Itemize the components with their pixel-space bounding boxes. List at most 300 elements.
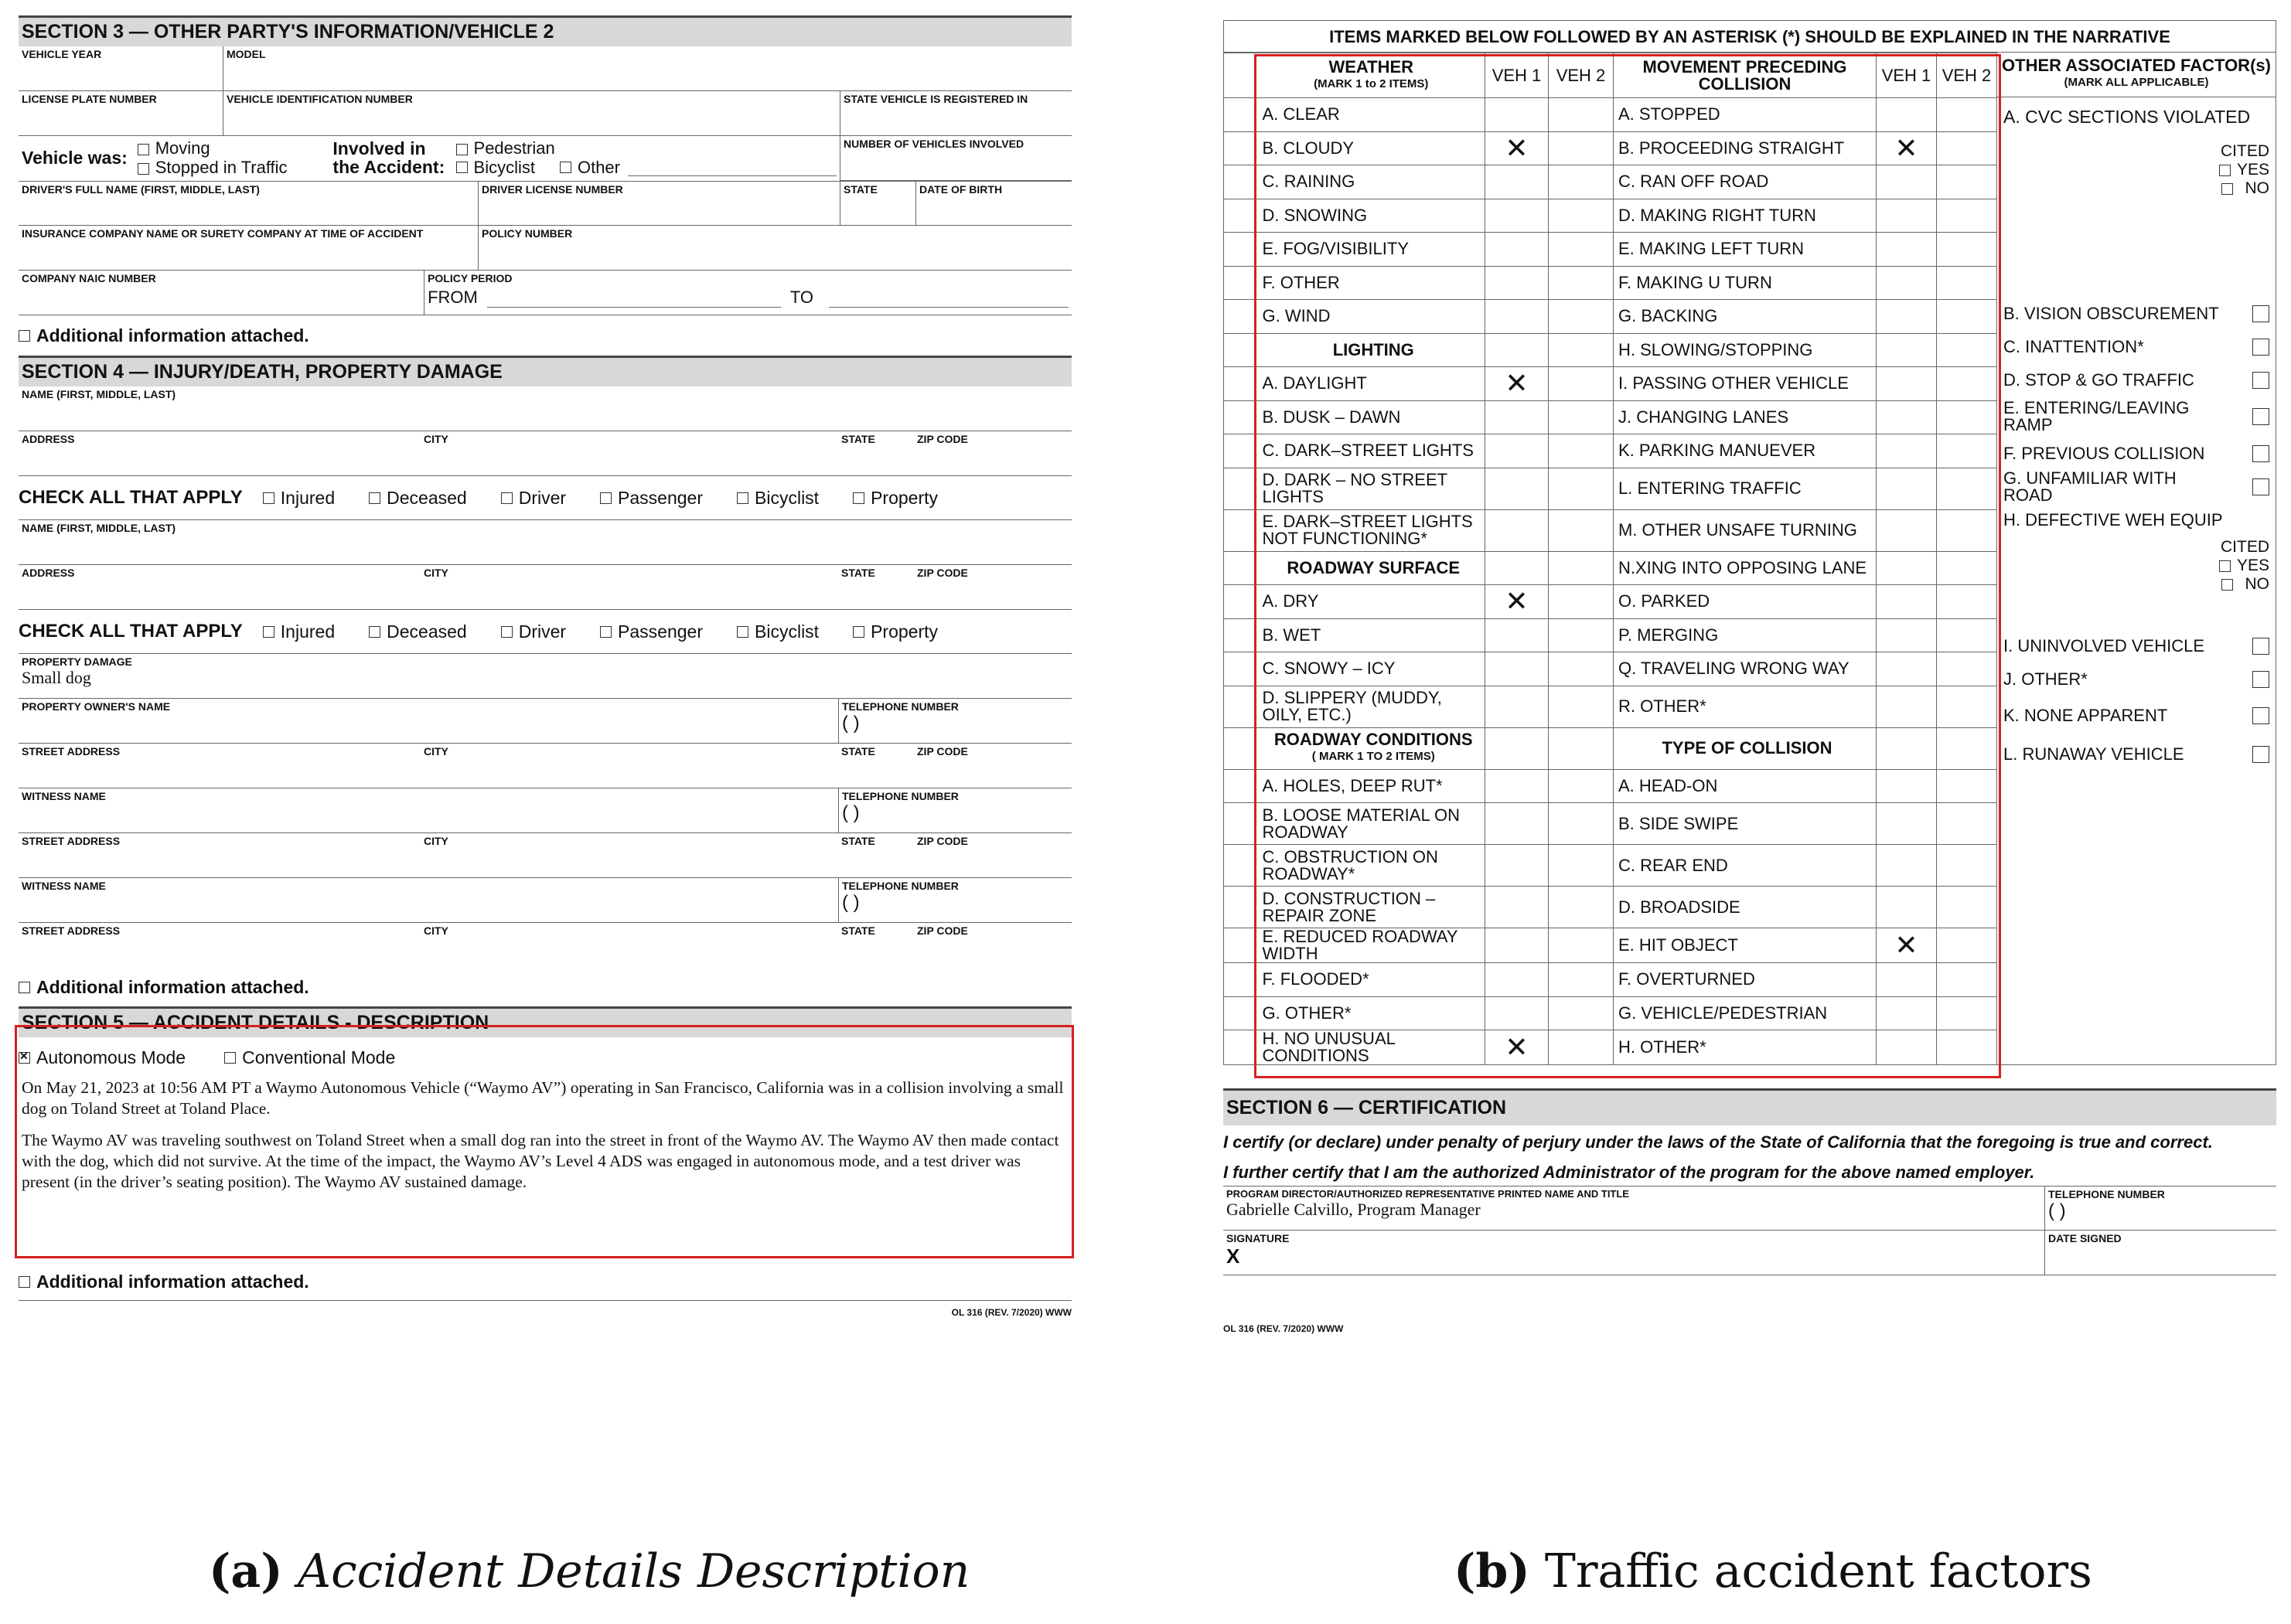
naic-label: COMPANY NAIC NUMBER: [22, 272, 156, 284]
veh2-mark-cell[interactable]: [1549, 686, 1614, 727]
veh2-movement-mark-cell[interactable]: [1937, 887, 1997, 928]
other-line[interactable]: [628, 158, 837, 176]
witness-name-label-2: WITNESS NAME: [22, 880, 106, 892]
license-plate-label: LICENSE PLATE NUMBER: [22, 93, 157, 105]
veh2-mark-cell[interactable]: [1549, 727, 1614, 769]
veh1-mark-cell[interactable]: [1485, 996, 1549, 1030]
veh1-mark-cell[interactable]: [1485, 434, 1549, 468]
veh1-mark-cell[interactable]: ✕: [1485, 1030, 1549, 1065]
vehicle-was-label: Vehicle was:: [22, 148, 128, 168]
condition-label: [1258, 769, 1485, 803]
veh2-mark-cell[interactable]: [1549, 585, 1614, 619]
factor-row: [1224, 468, 1997, 509]
veh2-movement-mark-cell[interactable]: [1937, 165, 1997, 199]
deceased-checkbox-1[interactable]: [369, 492, 380, 504]
additional-info-checkbox-s4[interactable]: [19, 982, 30, 993]
owner-phone-parens[interactable]: ( ): [842, 713, 860, 734]
veh2-movement-mark-cell[interactable]: [1937, 928, 1997, 963]
veh2-mark-cell[interactable]: [1549, 618, 1614, 652]
veh2-movement-mark-cell[interactable]: [1937, 963, 1997, 997]
veh1-movement-mark-cell[interactable]: [1877, 434, 1937, 468]
veh1-mark-cell[interactable]: [1485, 199, 1549, 233]
veh2-movement-mark-cell[interactable]: [1937, 333, 1997, 367]
veh2-movement-mark-cell[interactable]: [1937, 551, 1997, 585]
veh2-mark-cell[interactable]: [1549, 887, 1614, 928]
veh1-mark-cell[interactable]: ✕: [1485, 367, 1549, 401]
date-signed-label: DATE SIGNED: [2048, 1232, 2122, 1244]
condition-text: C. RAINING: [1262, 172, 1355, 192]
row-margin: [1224, 367, 1258, 401]
veh2-mark-cell[interactable]: [1549, 300, 1614, 334]
veh2-mark-cell[interactable]: [1549, 996, 1614, 1030]
witness-phone-label-1: TELEPHONE NUMBER: [842, 790, 959, 802]
row-margin: [1224, 618, 1258, 652]
row-margin: [1224, 300, 1258, 334]
movement-label: J. CHANGING LANES: [1614, 400, 1877, 434]
policy-number-label: POLICY NUMBER: [482, 227, 573, 240]
veh2-mark-cell[interactable]: [1549, 266, 1614, 300]
driver-checkbox-2[interactable]: [501, 626, 513, 638]
row-margin: [1224, 652, 1258, 686]
veh1-movement-mark-cell[interactable]: [1877, 963, 1937, 997]
movement-label: H. OTHER*: [1614, 1030, 1877, 1065]
cited-no-checkbox-a[interactable]: [2221, 183, 2233, 195]
row-margin: [1224, 199, 1258, 233]
condition-text: C. OBSTRUCTION ON ROADWAY*: [1262, 846, 1438, 883]
other-factor-checkbox[interactable]: [2252, 305, 2269, 322]
veh2-movement-mark-cell[interactable]: [1937, 803, 1997, 845]
veh1-movement-mark-cell[interactable]: [1877, 165, 1937, 199]
veh2-movement-mark-cell[interactable]: [1937, 996, 1997, 1030]
veh1-movement-mark-cell[interactable]: ✕: [1877, 131, 1937, 165]
to-line[interactable]: [829, 307, 1069, 308]
veh1-movement-mark-cell[interactable]: [1877, 199, 1937, 233]
passenger-checkbox-1[interactable]: [600, 492, 612, 504]
veh2-mark-cell[interactable]: [1549, 333, 1614, 367]
factor-row: [1224, 928, 1997, 963]
row-margin: [1224, 887, 1258, 928]
veh2-mark-cell[interactable]: [1549, 509, 1614, 551]
veh1-mark-cell[interactable]: [1485, 928, 1549, 963]
caption-b-tag: (b): [1454, 1544, 1530, 1598]
veh1-movement-mark-cell[interactable]: [1877, 468, 1937, 509]
condition-label: [1258, 928, 1485, 963]
injured-checkbox-2[interactable]: [263, 626, 274, 638]
witness-zip-label-2: ZIP CODE: [917, 924, 968, 937]
veh1-movement-mark-cell[interactable]: [1877, 1030, 1937, 1065]
row-margin: [1224, 803, 1258, 845]
veh2-movement-mark-cell[interactable]: [1937, 199, 1997, 233]
veh1-movement-mark-cell[interactable]: [1877, 618, 1937, 652]
veh1-mark-cell[interactable]: ✕: [1485, 131, 1549, 165]
veh2-mark-cell[interactable]: [1549, 803, 1614, 845]
state-label-1: STATE: [841, 433, 875, 445]
other-factor-checkbox[interactable]: [2252, 746, 2269, 763]
dob-label: DATE OF BIRTH: [919, 183, 1003, 196]
witness-zip-label-1: ZIP CODE: [917, 835, 968, 847]
caption-a: [209, 1544, 970, 1598]
condition-text: C. SNOWY – ICY: [1262, 659, 1396, 679]
additional-info-checkbox-s3[interactable]: [19, 330, 30, 342]
other-checkbox[interactable]: [560, 162, 571, 173]
other-factor-label: E. ENTERING/LEAVING RAMP: [2003, 398, 2190, 434]
veh1-mark-cell[interactable]: [1485, 803, 1549, 845]
veh2-movement-mark-cell[interactable]: [1937, 266, 1997, 300]
deceased-label-2: Deceased: [387, 621, 467, 642]
other-factor-checkbox[interactable]: [2252, 408, 2269, 425]
factor-row: [1224, 266, 1997, 300]
other-factor-checkbox[interactable]: [2252, 671, 2269, 688]
condition-label: [1258, 367, 1485, 401]
condition-text: E. DARK–STREET LIGHTS NOT FUNCTIONING*: [1262, 512, 1473, 548]
other-factor-item: [2003, 629, 2269, 662]
conventional-mode-checkbox[interactable]: [224, 1052, 236, 1064]
cited-yes-checkbox-h[interactable]: [2219, 560, 2231, 572]
section5-header: SECTION 5 — ACCIDENT DETAILS - DESCRIPTION: [19, 1006, 1072, 1037]
veh1-mark-cell[interactable]: [1485, 509, 1549, 551]
condition-label: [1258, 996, 1485, 1030]
veh2-movement-mark-cell[interactable]: [1937, 585, 1997, 619]
condition-text: B. DUSK – DAWN: [1262, 407, 1401, 427]
veh2-mark-cell[interactable]: [1549, 131, 1614, 165]
witness-phone-parens-1[interactable]: ( ): [842, 802, 860, 823]
factor-row: [1224, 618, 1997, 652]
form-code-a: OL 316 (REV. 7/2020) WWW: [951, 1307, 1072, 1318]
movement-label: G. VEHICLE/PEDESTRIAN: [1614, 996, 1877, 1030]
description-paragraph-1: On May 21, 2023 at 10:56 AM PT a Waymo Autonomous Vehicle (“Waymo AV”) operating in San Francisco, California was in a collision involving a small dog on Toland Street at Toland Place.: [22, 1078, 1064, 1118]
weather-subheader: (MARK 1 to 2 ITEMS): [1314, 77, 1429, 90]
moving-checkbox[interactable]: [138, 144, 149, 155]
witness-city-label-1: CITY: [424, 835, 448, 847]
other-factor-checkbox[interactable]: [2252, 638, 2269, 655]
veh2-mark-cell[interactable]: [1549, 400, 1614, 434]
veh2-mark-cell[interactable]: [1549, 551, 1614, 585]
veh1-mark-cell[interactable]: ✕: [1485, 585, 1549, 619]
veh1-movement-mark-cell[interactable]: [1877, 585, 1937, 619]
other-factor-label: F. PREVIOUS COLLISION: [2003, 443, 2205, 463]
veh1-mark-cell[interactable]: [1485, 845, 1549, 887]
veh2-movement-mark-cell[interactable]: [1937, 727, 1997, 769]
signature-x[interactable]: X: [1226, 1244, 1240, 1268]
veh1-mark-cell[interactable]: [1485, 769, 1549, 803]
veh2-mark-cell[interactable]: [1549, 468, 1614, 509]
cited-no-checkbox-h[interactable]: [2221, 579, 2233, 591]
veh2-mark-cell[interactable]: [1549, 367, 1614, 401]
injured-checkbox-1[interactable]: [263, 492, 274, 504]
other-factor-checkbox[interactable]: [2252, 372, 2269, 389]
condition-subheader: ( MARK 1 TO 2 ITEMS): [1311, 750, 1435, 763]
veh2-mark-cell[interactable]: [1549, 652, 1614, 686]
city-label-2: CITY: [424, 567, 448, 579]
condition-label: [1258, 400, 1485, 434]
veh1-mark-cell[interactable]: [1485, 551, 1549, 585]
condition-text: ROADWAY CONDITIONS: [1273, 730, 1473, 749]
factor-row: [1224, 845, 1997, 887]
veh2-mark-cell[interactable]: [1549, 98, 1614, 132]
other-factor-label: H. DEFECTIVE WEH EQUIP: [2003, 509, 2223, 529]
veh1-movement-mark-cell[interactable]: [1877, 686, 1937, 727]
veh1-movement-mark-cell[interactable]: [1877, 98, 1937, 132]
condition-text: C. DARK–STREET LIGHTS: [1262, 441, 1474, 461]
cited-label-a: CITED: [2221, 142, 2269, 160]
condition-text: A. HOLES, DEEP RUT*: [1262, 775, 1443, 795]
owner-phone-label: TELEPHONE NUMBER: [842, 700, 959, 713]
model-label: MODEL: [227, 48, 266, 60]
witness-state-label-1: STATE: [841, 835, 875, 847]
veh2-mark-cell[interactable]: [1549, 199, 1614, 233]
veh1-movement-mark-cell[interactable]: [1877, 803, 1937, 845]
rep-phone-label: TELEPHONE NUMBER: [2048, 1188, 2165, 1200]
other-factors-column: [1997, 53, 2276, 1065]
factor-row: [1224, 769, 1997, 803]
passenger-checkbox-2[interactable]: [600, 626, 612, 638]
veh1-mark-cell[interactable]: [1485, 98, 1549, 132]
property-label-2: Property: [871, 621, 939, 642]
deceased-checkbox-2[interactable]: [369, 626, 380, 638]
condition-text: LIGHTING: [1332, 339, 1414, 359]
form-page-b: [1223, 20, 2276, 1334]
factor-row: [1224, 963, 1997, 997]
veh2-header-b: VEH 2: [1937, 53, 1997, 98]
other-factor-label: G. UNFAMILIAR WITH ROAD: [2003, 468, 2177, 505]
veh2-mark-cell[interactable]: [1549, 963, 1614, 997]
veh2-mark-cell[interactable]: [1549, 845, 1614, 887]
veh1-movement-mark-cell[interactable]: [1877, 845, 1937, 887]
factor-row: [1224, 652, 1997, 686]
driver-license-label: DRIVER LICENSE NUMBER: [482, 183, 623, 196]
row-margin: [1224, 727, 1258, 769]
condition-text: D. CONSTRUCTION – REPAIR ZONE: [1262, 888, 1436, 925]
veh1-mark-cell[interactable]: [1485, 266, 1549, 300]
veh2-movement-mark-cell[interactable]: [1937, 367, 1997, 401]
veh1-movement-mark-cell[interactable]: [1877, 266, 1937, 300]
veh2-movement-mark-cell[interactable]: [1937, 845, 1997, 887]
condition-text: D. SNOWING: [1262, 205, 1368, 225]
additional-info-checkbox-s5[interactable]: [19, 1276, 30, 1288]
veh2-movement-mark-cell[interactable]: [1937, 131, 1997, 165]
rep-name-label: PROGRAM DIRECTOR/AUTHORIZED REPRESENTATIVE PRINTED NAME AND TITLE: [1226, 1188, 1629, 1200]
rep-phone-parens[interactable]: ( ): [2048, 1200, 2066, 1221]
condition-label: [1258, 845, 1485, 887]
condition-group-header: [1258, 333, 1485, 367]
veh2-movement-mark-cell[interactable]: [1937, 509, 1997, 551]
factor-row: [1224, 887, 1997, 928]
veh1-mark-cell[interactable]: [1485, 400, 1549, 434]
deceased-label-1: Deceased: [387, 487, 467, 508]
other-factor-checkbox[interactable]: [2252, 478, 2269, 495]
veh1-mark-cell[interactable]: [1485, 652, 1549, 686]
movement-label: F. OVERTURNED: [1614, 963, 1877, 997]
state-registered-label: STATE VEHICLE IS REGISTERED IN: [844, 93, 1028, 105]
property-damage-value[interactable]: Small dog: [22, 668, 91, 687]
factor-row: [1224, 333, 1997, 367]
other-factor-label: I. UNINVOLVED VEHICLE: [2003, 635, 2204, 655]
veh2-movement-mark-cell[interactable]: [1937, 300, 1997, 334]
veh1-movement-mark-cell[interactable]: [1877, 727, 1937, 769]
veh2-movement-mark-cell[interactable]: [1937, 434, 1997, 468]
other-factor-item: [2003, 470, 2269, 503]
veh2-movement-mark-cell[interactable]: [1937, 468, 1997, 509]
movement-label: D. MAKING RIGHT TURN: [1614, 199, 1877, 233]
condition-label: [1258, 199, 1485, 233]
cited-label-h: CITED: [2221, 538, 2269, 556]
property-checkbox-2[interactable]: [853, 626, 864, 638]
veh1-movement-mark-cell[interactable]: [1877, 400, 1937, 434]
veh1-mark-cell[interactable]: [1485, 727, 1549, 769]
veh1-movement-mark-cell[interactable]: [1877, 509, 1937, 551]
form-page-a: [19, 15, 1072, 1318]
row-margin: [1224, 996, 1258, 1030]
row-margin: [1224, 98, 1258, 132]
section6-header: SECTION 6 — CERTIFICATION: [1223, 1088, 2276, 1125]
witness-phone-parens-2[interactable]: ( ): [842, 892, 860, 913]
veh2-mark-cell[interactable]: [1549, 928, 1614, 963]
witness-name-label-1: WITNESS NAME: [22, 790, 106, 802]
veh1-movement-mark-cell[interactable]: [1877, 769, 1937, 803]
veh2-movement-mark-cell[interactable]: [1937, 98, 1997, 132]
cited-yes-label-a: YES: [2236, 161, 2269, 179]
check-all-row-1: [19, 476, 1072, 520]
witness-phone-label-2: TELEPHONE NUMBER: [842, 880, 959, 892]
veh2-movement-mark-cell[interactable]: [1937, 686, 1997, 727]
property-checkbox-1[interactable]: [853, 492, 864, 504]
cited-yes-checkbox-a[interactable]: [2219, 165, 2231, 176]
driver-checkbox-1[interactable]: [501, 492, 513, 504]
condition-label: [1258, 585, 1485, 619]
veh1-movement-mark-cell[interactable]: [1877, 551, 1937, 585]
veh2-mark-cell[interactable]: [1549, 233, 1614, 267]
other-factor-checkbox[interactable]: [2252, 339, 2269, 356]
rep-name-value[interactable]: Gabrielle Calvillo, Program Manager: [1226, 1200, 1481, 1219]
row-margin: [1224, 131, 1258, 165]
veh2-movement-mark-cell[interactable]: [1937, 769, 1997, 803]
veh2-movement-mark-cell[interactable]: [1937, 233, 1997, 267]
veh2-mark-cell[interactable]: [1549, 769, 1614, 803]
section4-header: SECTION 4 — INJURY/DEATH, PROPERTY DAMAGE: [19, 356, 1072, 386]
veh1-mark-cell[interactable]: [1485, 165, 1549, 199]
veh1-header-b: VEH 1: [1877, 53, 1937, 98]
veh2-movement-mark-cell[interactable]: [1937, 400, 1997, 434]
check-all-label-2: CHECK ALL THAT APPLY: [19, 621, 243, 642]
section3-header: SECTION 3 — OTHER PARTY'S INFORMATION/VEHICLE 2: [19, 15, 1072, 46]
movement-label: F. MAKING U TURN: [1614, 266, 1877, 300]
movement-label: A. HEAD-ON: [1614, 769, 1877, 803]
condition-text: A. CLEAR: [1262, 104, 1340, 124]
veh1-movement-mark-cell[interactable]: [1877, 300, 1937, 334]
condition-text: A. DRY: [1262, 591, 1319, 611]
veh2-movement-mark-cell[interactable]: [1937, 1030, 1997, 1065]
accident-description: [19, 1078, 1072, 1263]
veh1-mark-cell[interactable]: [1485, 963, 1549, 997]
other-factors-subheader: (MARK ALL APPLICABLE): [2064, 76, 2209, 89]
row-margin: [1224, 769, 1258, 803]
movement-label: B. PROCEEDING STRAIGHT: [1614, 131, 1877, 165]
condition-text: B. CLOUDY: [1262, 138, 1355, 158]
other-factor-checkbox[interactable]: [2252, 445, 2269, 462]
veh2-mark-cell[interactable]: [1549, 165, 1614, 199]
other-factor-checkbox[interactable]: [2252, 707, 2269, 724]
other-factor-item: [2003, 662, 2269, 696]
movement-label: R. OTHER*: [1614, 686, 1877, 727]
pedestrian-checkbox[interactable]: [456, 144, 468, 155]
condition-text: G. OTHER*: [1262, 1003, 1352, 1023]
veh1-mark-cell[interactable]: [1485, 233, 1549, 267]
veh2-movement-mark-cell[interactable]: [1937, 652, 1997, 686]
veh2-mark-cell[interactable]: [1549, 434, 1614, 468]
condition-label: [1258, 887, 1485, 928]
veh2-mark-cell[interactable]: [1549, 1030, 1614, 1065]
factor-row: [1224, 233, 1997, 267]
condition-text: F. OTHER: [1262, 272, 1340, 292]
stopped-checkbox[interactable]: [138, 163, 149, 175]
asterisk-banner: ITEMS MARKED BELOW FOLLOWED BY AN ASTERISK (*) SHOULD BE EXPLAINED IN THE NARRATIVE: [1223, 20, 2276, 53]
veh1-movement-mark-cell[interactable]: [1877, 652, 1937, 686]
condition-label: [1258, 300, 1485, 334]
bicyclist-label-1: Bicyclist: [755, 487, 820, 508]
row-margin: [1224, 509, 1258, 551]
veh1-movement-mark-cell[interactable]: [1877, 333, 1937, 367]
certification-text-1: I certify (or declare) under penalty of perjury under the laws of the State of California that the foregoing is true and correct.: [1223, 1132, 2213, 1152]
from-line[interactable]: [487, 307, 781, 308]
row-margin: [1224, 585, 1258, 619]
zip-label-1: ZIP CODE: [917, 433, 968, 445]
other-factor-label: C. INATTENTION*: [2003, 336, 2144, 356]
condition-text: A. DAYLIGHT: [1262, 373, 1367, 393]
veh2-movement-mark-cell[interactable]: [1937, 618, 1997, 652]
factor-row: [1224, 803, 1997, 845]
row-margin: [1224, 963, 1258, 997]
other-factor-label: D. STOP & GO TRAFFIC: [2003, 369, 2194, 390]
bicyclist-checkbox[interactable]: [456, 162, 468, 173]
condition-label: [1258, 233, 1485, 267]
autonomous-mode-checkbox[interactable]: [19, 1052, 30, 1064]
address-label-1: ADDRESS: [22, 433, 75, 445]
row-margin: [1224, 434, 1258, 468]
movement-label: H. SLOWING/STOPPING: [1614, 333, 1877, 367]
factor-row: [1224, 199, 1997, 233]
veh1-movement-mark-cell[interactable]: [1877, 367, 1937, 401]
veh1-movement-mark-cell[interactable]: [1877, 996, 1937, 1030]
witness-state-label-2: STATE: [841, 924, 875, 937]
veh1-mark-cell[interactable]: [1485, 300, 1549, 334]
condition-text: D. DARK – NO STREET LIGHTS: [1262, 470, 1447, 506]
property-damage-label: PROPERTY DAMAGE: [22, 655, 132, 668]
condition-text: E. REDUCED ROADWAY WIDTH: [1262, 927, 1458, 963]
veh1-movement-mark-cell[interactable]: [1877, 887, 1937, 928]
description-paragraph-2: The Waymo AV was traveling southwest on Toland Street when a small dog ran into the street in front of the Waymo AV. The Waymo AV then made contact with the dog, which did not survive. At the time of the impact, the Waymo AV’s Level 4 ADS was engaged in autonomous mode, and a test driver was present (in the driver’s seating position). The Waymo AV sustained damage.: [22, 1131, 1059, 1191]
veh1-mark-cell[interactable]: [1485, 333, 1549, 367]
veh1-movement-mark-cell[interactable]: [1877, 233, 1937, 267]
movement-label: A. STOPPED: [1614, 98, 1877, 132]
row-margin: [1224, 1030, 1258, 1065]
check-all-label-1: CHECK ALL THAT APPLY: [19, 487, 243, 508]
owner-city-label: CITY: [424, 745, 448, 758]
row-margin: [1224, 686, 1258, 727]
veh1-mark-cell[interactable]: [1485, 686, 1549, 727]
veh1-mark-cell[interactable]: [1485, 887, 1549, 928]
passenger-label-2: Passenger: [618, 621, 704, 642]
movement-label: C. REAR END: [1614, 845, 1877, 887]
veh1-mark-cell[interactable]: [1485, 468, 1549, 509]
movement-label: B. SIDE SWIPE: [1614, 803, 1877, 845]
factor-row: [1224, 1030, 1997, 1065]
bicyclist-checkbox-1[interactable]: [737, 492, 748, 504]
movement-label: M. OTHER UNSAFE TURNING: [1614, 509, 1877, 551]
bicyclist-checkbox-2[interactable]: [737, 626, 748, 638]
veh1-mark-cell[interactable]: [1485, 618, 1549, 652]
veh1-movement-mark-cell[interactable]: ✕: [1877, 928, 1937, 963]
state-label-2: STATE: [841, 567, 875, 579]
